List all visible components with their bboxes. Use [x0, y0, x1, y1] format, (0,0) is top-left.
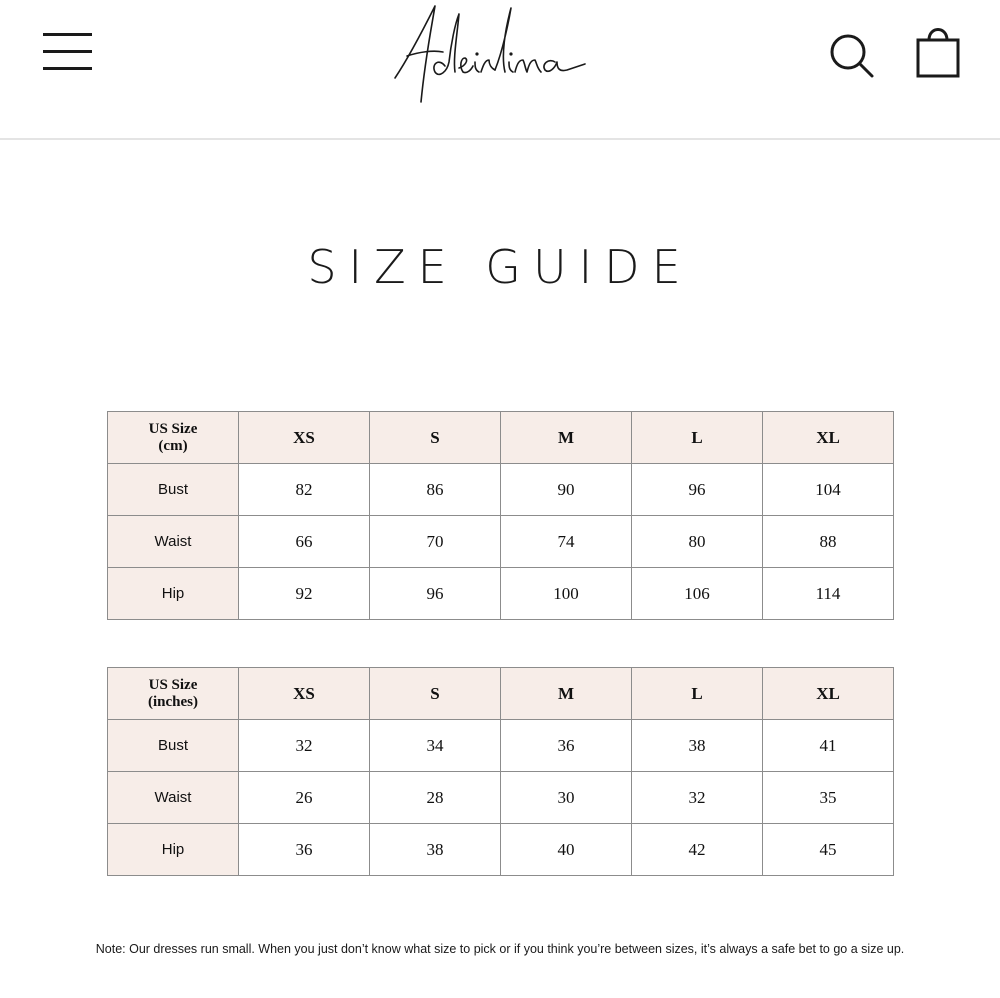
- table-cell: 36: [239, 824, 370, 876]
- corner-label-line1: US Size: [148, 676, 198, 693]
- table-cell: 74: [501, 516, 632, 568]
- table-cell: 104: [763, 464, 894, 516]
- corner-cell: [108, 412, 239, 464]
- size-header-cell: M: [501, 412, 632, 464]
- size-header-cell: S: [370, 412, 501, 464]
- table-cell: 40: [501, 824, 632, 876]
- table-cell: 26: [239, 772, 370, 824]
- row-label: Hip: [108, 824, 239, 876]
- table-row: [108, 720, 894, 772]
- table-cell: 70: [370, 516, 501, 568]
- table-cell: 38: [632, 720, 763, 772]
- row-label: Bust: [108, 720, 239, 772]
- table-row: [108, 568, 894, 620]
- size-header-cell: L: [632, 412, 763, 464]
- table-cell: 36: [501, 720, 632, 772]
- size-header-cell: XL: [763, 668, 894, 720]
- cart-button[interactable]: [914, 24, 962, 80]
- table-cell: 35: [763, 772, 894, 824]
- table-cell: 92: [239, 568, 370, 620]
- table-cell: 38: [370, 824, 501, 876]
- table-cell: 66: [239, 516, 370, 568]
- search-icon: [828, 32, 876, 80]
- table-cell: 90: [501, 464, 632, 516]
- table-cell: 45: [763, 824, 894, 876]
- table-row: [108, 464, 894, 516]
- size-header-cell: XS: [239, 668, 370, 720]
- row-label: Waist: [108, 772, 239, 824]
- row-label: Bust: [108, 464, 239, 516]
- corner-cell: [108, 668, 239, 720]
- corner-label-line2: (cm): [158, 437, 188, 454]
- table-cell: 82: [239, 464, 370, 516]
- table-cell: 32: [632, 772, 763, 824]
- brand-logo[interactable]: [385, 0, 615, 110]
- table-row: [108, 516, 894, 568]
- table-cell: 80: [632, 516, 763, 568]
- table-cell: 86: [370, 464, 501, 516]
- table-cell: 30: [501, 772, 632, 824]
- table-header-row: [108, 412, 894, 464]
- brand-name: [385, 0, 615, 110]
- menu-button[interactable]: [40, 30, 96, 74]
- size-header-cell: XL: [763, 412, 894, 464]
- table-cell: 106: [632, 568, 763, 620]
- table-cell: 34: [370, 720, 501, 772]
- size-note: Note: Our dresses run small. When you just don’t know what size to pick or if you think you’re between sizes, it’s always a safe bet to go a size up.: [95, 941, 905, 956]
- size-header-cell: XS: [239, 412, 370, 464]
- table-row: [108, 772, 894, 824]
- size-table-inches: [107, 667, 894, 876]
- table-header-row: [108, 668, 894, 720]
- search-button[interactable]: [828, 32, 876, 80]
- table-cell: 32: [239, 720, 370, 772]
- corner-label-line2: (inches): [148, 693, 198, 710]
- row-label: Waist: [108, 516, 239, 568]
- table-row: [108, 824, 894, 876]
- site-header: [0, 0, 1000, 140]
- table-cell: 100: [501, 568, 632, 620]
- table-cell: 96: [632, 464, 763, 516]
- table-cell: 28: [370, 772, 501, 824]
- table-cell: 41: [763, 720, 894, 772]
- size-header-cell: M: [501, 668, 632, 720]
- table-cell: 42: [632, 824, 763, 876]
- table-cell: 96: [370, 568, 501, 620]
- shopping-bag-icon: [914, 24, 962, 80]
- table-cell: 88: [763, 516, 894, 568]
- corner-label-line1: US Size: [148, 420, 198, 437]
- row-label: Hip: [108, 568, 239, 620]
- size-table-cm: [107, 411, 894, 620]
- size-header-cell: S: [370, 668, 501, 720]
- table-cell: 114: [763, 568, 894, 620]
- size-header-cell: L: [632, 668, 763, 720]
- page-title: SIZE GUIDE: [307, 240, 693, 294]
